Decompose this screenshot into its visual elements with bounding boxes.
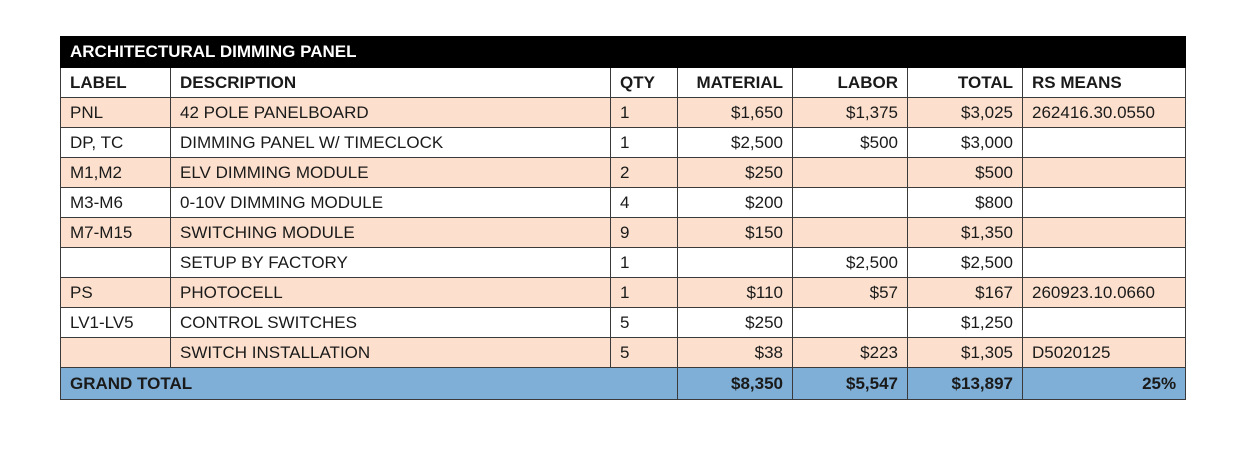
cell-label: PS <box>61 278 171 308</box>
table-row <box>61 338 1186 368</box>
cell-description: SETUP BY FACTORY <box>171 248 611 278</box>
cell-description: PHOTOCELL <box>171 278 611 308</box>
table-row <box>61 98 1186 128</box>
header-labor: LABOR <box>793 68 908 98</box>
cell-material: $1,650 <box>678 98 793 128</box>
table-row <box>61 128 1186 158</box>
cell-qty: 1 <box>611 128 678 158</box>
table-row <box>61 278 1186 308</box>
cell-labor <box>793 308 908 338</box>
cell-label <box>61 338 171 368</box>
cell-label: PNL <box>61 98 171 128</box>
cell-qty: 1 <box>611 248 678 278</box>
cell-description: SWITCH INSTALLATION <box>171 338 611 368</box>
cell-description: ELV DIMMING MODULE <box>171 158 611 188</box>
cell-labor: $1,375 <box>793 98 908 128</box>
cell-labor: $2,500 <box>793 248 908 278</box>
cell-total: $1,250 <box>908 308 1023 338</box>
cell-total: $500 <box>908 158 1023 188</box>
grand-total-total: $13,897 <box>908 368 1023 400</box>
header-total: TOTAL <box>908 68 1023 98</box>
cell-rs-means <box>1023 308 1186 338</box>
cell-qty: 5 <box>611 308 678 338</box>
cell-labor <box>793 158 908 188</box>
cell-labor <box>793 188 908 218</box>
cell-labor: $500 <box>793 128 908 158</box>
header-rs-means: RS MEANS <box>1023 68 1186 98</box>
cell-rs-means <box>1023 158 1186 188</box>
cell-material: $250 <box>678 308 793 338</box>
header-material: MATERIAL <box>678 68 793 98</box>
table-row <box>61 188 1186 218</box>
cell-label: M1,M2 <box>61 158 171 188</box>
cell-rs-means <box>1023 218 1186 248</box>
cell-description: 42 POLE PANELBOARD <box>171 98 611 128</box>
header-label: LABEL <box>61 68 171 98</box>
table-row <box>61 248 1186 278</box>
cell-rs-means <box>1023 248 1186 278</box>
cell-rs-means: 262416.30.0550 <box>1023 98 1186 128</box>
header-description: DESCRIPTION <box>171 68 611 98</box>
cell-qty: 5 <box>611 338 678 368</box>
grand-total-rs-means: 25% <box>1023 368 1186 400</box>
grand-total-row <box>61 368 1186 400</box>
cell-material: $250 <box>678 158 793 188</box>
dimming-panel-cost-table-container <box>60 36 1185 400</box>
cell-description: SWITCHING MODULE <box>171 218 611 248</box>
cell-rs-means: 260923.10.0660 <box>1023 278 1186 308</box>
header-qty: QTY <box>611 68 678 98</box>
cell-rs-means <box>1023 188 1186 218</box>
grand-total-label: GRAND TOTAL <box>61 368 678 400</box>
table-title-row <box>61 37 1186 68</box>
cell-qty: 1 <box>611 278 678 308</box>
cell-description: CONTROL SWITCHES <box>171 308 611 338</box>
cell-label: LV1-LV5 <box>61 308 171 338</box>
cell-qty: 2 <box>611 158 678 188</box>
cost-table <box>60 36 1186 400</box>
cell-material <box>678 248 793 278</box>
cell-material: $2,500 <box>678 128 793 158</box>
table-title: ARCHITECTURAL DIMMING PANEL <box>61 37 1186 68</box>
table-body <box>61 98 1186 400</box>
table-row <box>61 308 1186 338</box>
cell-total: $167 <box>908 278 1023 308</box>
table-row <box>61 218 1186 248</box>
cell-qty: 4 <box>611 188 678 218</box>
cell-labor: $223 <box>793 338 908 368</box>
grand-total-labor: $5,547 <box>793 368 908 400</box>
cell-label <box>61 248 171 278</box>
cell-total: $2,500 <box>908 248 1023 278</box>
cell-total: $1,350 <box>908 218 1023 248</box>
cell-material: $200 <box>678 188 793 218</box>
cell-label: DP, TC <box>61 128 171 158</box>
column-header-row <box>61 68 1186 98</box>
cell-rs-means <box>1023 128 1186 158</box>
cell-qty: 9 <box>611 218 678 248</box>
cell-total: $800 <box>908 188 1023 218</box>
cell-description: 0-10V DIMMING MODULE <box>171 188 611 218</box>
cell-label: M3-M6 <box>61 188 171 218</box>
cell-total: $1,305 <box>908 338 1023 368</box>
grand-total-material: $8,350 <box>678 368 793 400</box>
cell-total: $3,025 <box>908 98 1023 128</box>
cell-material: $150 <box>678 218 793 248</box>
cell-labor <box>793 218 908 248</box>
cell-total: $3,000 <box>908 128 1023 158</box>
cell-label: M7-M15 <box>61 218 171 248</box>
table-row <box>61 158 1186 188</box>
cell-material: $38 <box>678 338 793 368</box>
cell-qty: 1 <box>611 98 678 128</box>
cell-rs-means: D5020125 <box>1023 338 1186 368</box>
cell-description: DIMMING PANEL W/ TIMECLOCK <box>171 128 611 158</box>
cell-material: $110 <box>678 278 793 308</box>
cell-labor: $57 <box>793 278 908 308</box>
